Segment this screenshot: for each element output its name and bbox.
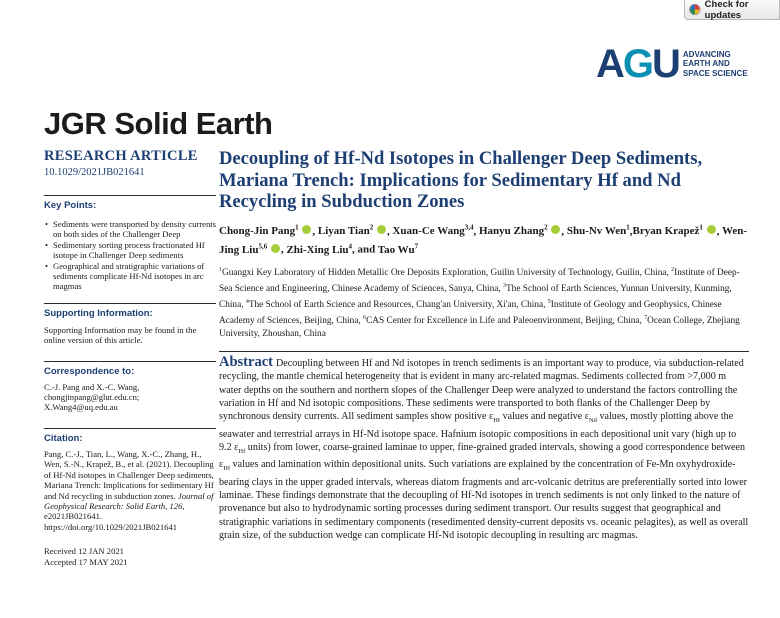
author[interactable] xyxy=(286,244,352,256)
correspondence-heading: Correspondence to: xyxy=(44,361,216,377)
abstract: Abstract Decoupling between Hf and Nd isotopes in trench sediments is an important way to produce, via subduction-related recycling, the mantle chemical heterogeneity that is evident in many arc-related magmas. Sediments collected from >7,000 m water depths on the southern and northern slopes of the Challenger Deep were analyzed to understand the factors controlling the variation in Hf and Nd isotopic compositions. These sediments were transported to both flanks of the Challenger Deep by synchronous density currents. All sediment samples show positive $\varepsilon_{Hf}$ values and negative $\varepsilon_{Nd}$ values, mostly plotting above the seawater and terrestrial arrays in Hf-Nd isotope space. Hafnium isotopic compositions in each depositional unit vary (high up to 9.2 $\varepsilon_{Hf}$ units) from lower, coarse-grained laminae to upper, fine-grained graded intervals, showing a good correspondence between $\varepsilon_{Hf}$ values and lamination within depositional units. Such variations are explained by the concentration of Fe-Mn oxyhydroxide-bearing clays in the upper graded intervals, whereas diatom fragments and arc-volcanic detritus are preferentially sorted into lower laminae. These findings demonstrate that the decoupling of Hf-Nd isotopes in trench sediments is not only linked to the nature of provenance but also to hydrodynamic sorting processes during sediment transport. Our results suggest that geographical and stratigraphic variations in sedimentary components (resedimented density-current deposits vs. oceanic pelagites), as well as overall grain size, of the subduction wedge can complicate Hf-Nd isotopic decoupling in resulting arc magmas. xyxy=(219,351,749,542)
affiliation-text: Guangxi Key Laboratory of Hidden Metallic Ore Deposits Exploration, Guilin University of Technology, Guilin, China, xyxy=(222,267,672,278)
affiliation-text: CAS Center for Excellence in Life and Paleoenvironment, Beijing, China, xyxy=(366,316,645,327)
correspondence-text xyxy=(44,382,216,413)
author-name: Wen-Jing Liu xyxy=(219,225,748,256)
citation-text: Pang, C.-J., Tian, L., Wang, X.-C., Zhang, H., Wen, S.-N., Krapež, B., et al. (2021). Decoupling of Hf-Nd isotopes in Challenger Deep sediments, Mariana Trench: Implications for sedimentary Hf and Nd recycling in subduction zones. Journal of Geophysical Research: Solid Earth, 126, e2021JB021641. https://doi.org/10.1029/2021JB021641 xyxy=(44,448,214,532)
author-affiliation-number: 7 xyxy=(414,242,419,251)
orcid-icon[interactable] xyxy=(302,225,311,234)
author-affiliation-number: 4 xyxy=(348,242,352,251)
affiliation-number: 5 xyxy=(547,299,551,305)
orcid-icon[interactable] xyxy=(707,225,716,234)
email-link[interactable]: X.Wang4@uq.edu.au xyxy=(44,402,118,413)
abstract-heading: Abstract xyxy=(219,354,273,371)
author-name: Shu-Nv Wen xyxy=(566,225,627,238)
author-name: Tao Wu xyxy=(377,243,415,256)
correspondence xyxy=(44,361,216,413)
affiliations xyxy=(219,264,749,341)
affiliation-text: Institute of Deep-Sea Science and Engineering, Chinese Academy of Sciences, Sanya, China, xyxy=(219,267,740,294)
check-for-updates-icon xyxy=(689,3,701,16)
correspondence-names: C.-J. Pang and X.-C. Wang, xyxy=(44,381,140,392)
affiliation-number: 6 xyxy=(363,315,367,322)
affiliation-number: 1 xyxy=(219,266,222,273)
citation xyxy=(44,428,216,532)
key-points xyxy=(44,195,216,292)
affiliation-text: The School of Earth Science and Resources, Chang'an University, Xi'an, China, xyxy=(248,300,548,311)
author-list xyxy=(219,221,749,258)
author-name: Liyan Tian xyxy=(317,225,370,238)
email-link[interactable]: chongjinpang@glut.edu.cn; xyxy=(44,392,140,403)
sidebar xyxy=(44,148,216,567)
agu-wordmark: A G U xyxy=(596,42,679,86)
author-affiliation-number: 1 xyxy=(626,223,630,232)
author-affiliation-number: 2 xyxy=(544,223,548,232)
affiliation-text: The School of Earth Sciences, Yunnan University, Kunming, China, xyxy=(219,284,732,311)
key-points-list xyxy=(44,219,216,292)
orcid-icon[interactable] xyxy=(551,225,560,234)
author-separator: , xyxy=(629,225,633,238)
author-name: Zhi-Xing Liu xyxy=(286,243,349,256)
check-for-updates-label: Check for updates xyxy=(704,0,749,21)
affiliation-text: Institute of Geology and Geophysics, Chinese Academy of Sciences, Beijing, China, xyxy=(219,300,722,327)
article-type: RESEARCH ARTICLE xyxy=(44,148,198,164)
author-separator: , xyxy=(716,225,722,238)
author[interactable] xyxy=(392,225,473,237)
citation-heading: Citation: xyxy=(44,428,216,444)
author-separator: , xyxy=(312,225,318,238)
agu-globe-icon: G xyxy=(622,42,653,86)
author-name: Hanyu Zhang xyxy=(478,225,545,238)
supporting-text: Supporting Information may be found in the online version of this article. xyxy=(44,324,197,346)
author-affiliation-number: 1 xyxy=(295,223,299,232)
author-affiliation-number: 3,4 xyxy=(464,223,474,232)
author-separator: , xyxy=(473,225,479,238)
author-separator: , and xyxy=(352,243,378,256)
author-separator: , xyxy=(561,225,567,238)
agu-logo[interactable] xyxy=(596,44,748,84)
author-name: Bryan Krapež xyxy=(632,225,700,238)
supporting-heading: Supporting Information: xyxy=(44,303,216,319)
author-separator: , xyxy=(280,243,287,256)
author[interactable] xyxy=(378,244,418,256)
journal-title: JGR Solid Earth xyxy=(44,106,273,141)
article-dates xyxy=(44,546,216,567)
author[interactable] xyxy=(567,225,630,237)
affiliation-number: 7 xyxy=(644,315,648,322)
key-point: • Sediments were transported by density currents on both sides of the Challenger Deep xyxy=(44,219,216,240)
main-content xyxy=(219,148,749,542)
affiliation-number: 4 xyxy=(245,299,249,305)
agu-tagline: ADVANCING EARTH AND SPACE SCIENCE xyxy=(682,49,748,78)
affiliation-number: 2 xyxy=(671,266,675,273)
check-for-updates-button[interactable] xyxy=(684,0,780,20)
accepted-date: Accepted 17 MAY 2021 xyxy=(44,556,128,567)
author[interactable] xyxy=(479,225,561,237)
key-point: • Geographical and stratigraphic variations of sediments complicate Hf-Nd isotopes in arc magmas xyxy=(44,261,216,292)
author-affiliation-number: 1 xyxy=(699,223,703,232)
author-name: Xuan-Ce Wang xyxy=(392,225,465,238)
affiliation-text: Ocean College, Zhejiang University, Zhoushan, China xyxy=(219,316,740,340)
article-doi[interactable]: 10.1029/2021JB021641 xyxy=(44,167,145,178)
author-name: Chong-Jin Pang xyxy=(219,225,296,238)
author-separator: , xyxy=(386,225,393,238)
orcid-icon[interactable] xyxy=(377,225,386,234)
received-date: Received 12 JAN 2021 xyxy=(44,546,124,557)
orcid-icon[interactable] xyxy=(271,244,280,253)
key-point: • Sedimentary sorting process fractionated Hf isotope in Challenger Deep sediments xyxy=(44,240,216,261)
author[interactable] xyxy=(318,225,387,237)
key-points-heading: Key Points: xyxy=(44,195,216,211)
supporting-information xyxy=(44,303,216,346)
affiliation-number: 3 xyxy=(503,282,506,289)
article-title: Decoupling of Hf-Nd Isotopes in Challenger Deep Sediments, Mariana Trench: Implications for Sedimentary Hf and Nd Recycling in Subduction Zones xyxy=(219,148,703,212)
author[interactable] xyxy=(633,225,717,237)
citation-doi-link[interactable]: , e2021JB021641. https://doi.org/10.1029/2021JB021641 xyxy=(44,500,185,532)
author-affiliation-number: 2 xyxy=(369,223,374,232)
author[interactable] xyxy=(219,225,312,237)
author-affiliation-number: 5,6 xyxy=(258,242,268,251)
